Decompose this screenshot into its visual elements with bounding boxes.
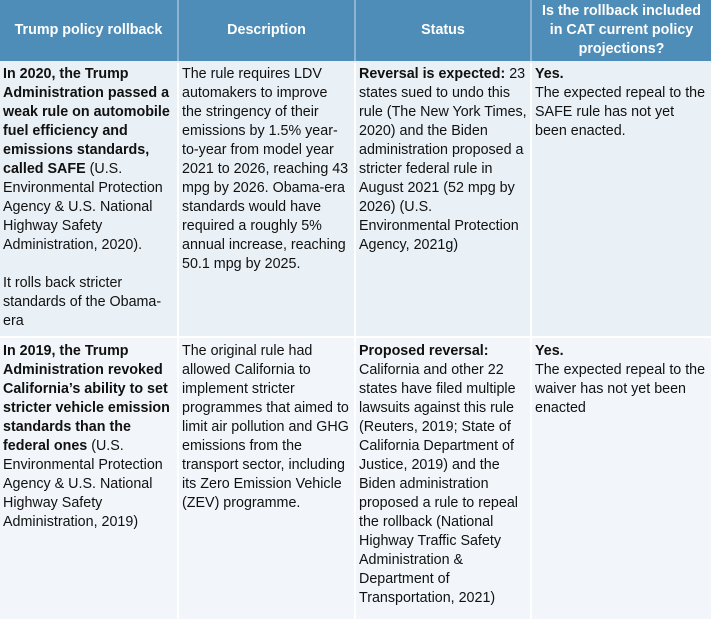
table-row bbox=[0, 337, 711, 619]
cell-rollback bbox=[0, 337, 178, 619]
cell-status bbox=[355, 337, 531, 619]
cell-included bbox=[531, 337, 711, 619]
header-rollback: Trump policy rollback bbox=[0, 0, 178, 62]
table-row bbox=[0, 62, 711, 337]
status-label: Reversal is expected: bbox=[359, 66, 506, 82]
paragraph-gap bbox=[3, 255, 174, 274]
status-label: Proposed reversal: bbox=[359, 343, 489, 359]
cell-description bbox=[178, 62, 355, 337]
rollback-note: It rolls back stricter standards of the Obama-era bbox=[3, 275, 162, 329]
status-text: California and other 22 states have filed multiple lawsuits against this rule (Reuters, 2019; State of California Department of Justice, 2019) and the Biden administration proposed a rule to repeal the rollback (National Highway Traffic Safety Administration & Department of Transportation, 2021) bbox=[359, 362, 518, 606]
cell-status bbox=[355, 62, 531, 337]
included-explanation: The expected repeal to the SAFE rule has not yet been enacted. bbox=[535, 85, 706, 139]
cell-description bbox=[178, 337, 355, 619]
cell-included bbox=[531, 62, 711, 337]
cell-rollback bbox=[0, 62, 178, 337]
description-text: The rule requires LDV automakers to improve the stringency of their emissions by 1.5% year-to-year from model year 2021 to 2026, reaching 43 mpg by 2026. Obama-era standards would have required a roughly 5% annual increase, reaching 50.1 mpg by 2025. bbox=[182, 66, 349, 272]
included-answer: Yes. bbox=[535, 343, 564, 359]
rollback-citation: (U.S. Environmental Protection Agency & U.S. National Highway Safety Administration, 2020). bbox=[3, 161, 163, 253]
rollback-title: In 2020, the Trump Administration passed a weak rule on automobile fuel efficiency and emissions standards, called SAFE bbox=[3, 66, 170, 177]
included-answer: Yes. bbox=[535, 66, 564, 82]
rollback-citation: (U.S. Environmental Protection Agency & U.S. National Highway Safety Administration, 2019) bbox=[3, 438, 163, 530]
header-description: Description bbox=[178, 0, 355, 62]
included-explanation: The expected repeal to the waiver has not yet been enacted bbox=[535, 362, 706, 416]
rollback-title: In 2019, the Trump Administration revoked California’s ability to set stricter vehicle emission standards than the federal ones bbox=[3, 343, 170, 454]
header-row bbox=[0, 0, 711, 62]
header-included: Is the rollback included in CAT current policy projections? bbox=[531, 0, 711, 62]
header-status: Status bbox=[355, 0, 531, 62]
description-text: The original rule had allowed California to implement stricter programmes that aimed to limit air pollution and GHG emissions from the transport sector, including its Zero Emission Vehicle (ZEV) programme. bbox=[182, 343, 349, 511]
status-text: 23 states sued to undo this rule (The New York Times, 2020) and the Biden administration proposed a stricter federal rule in August 2021 (52 mpg by 2026) (U.S. Environmental Protection Agency, 2021g) bbox=[359, 66, 527, 253]
